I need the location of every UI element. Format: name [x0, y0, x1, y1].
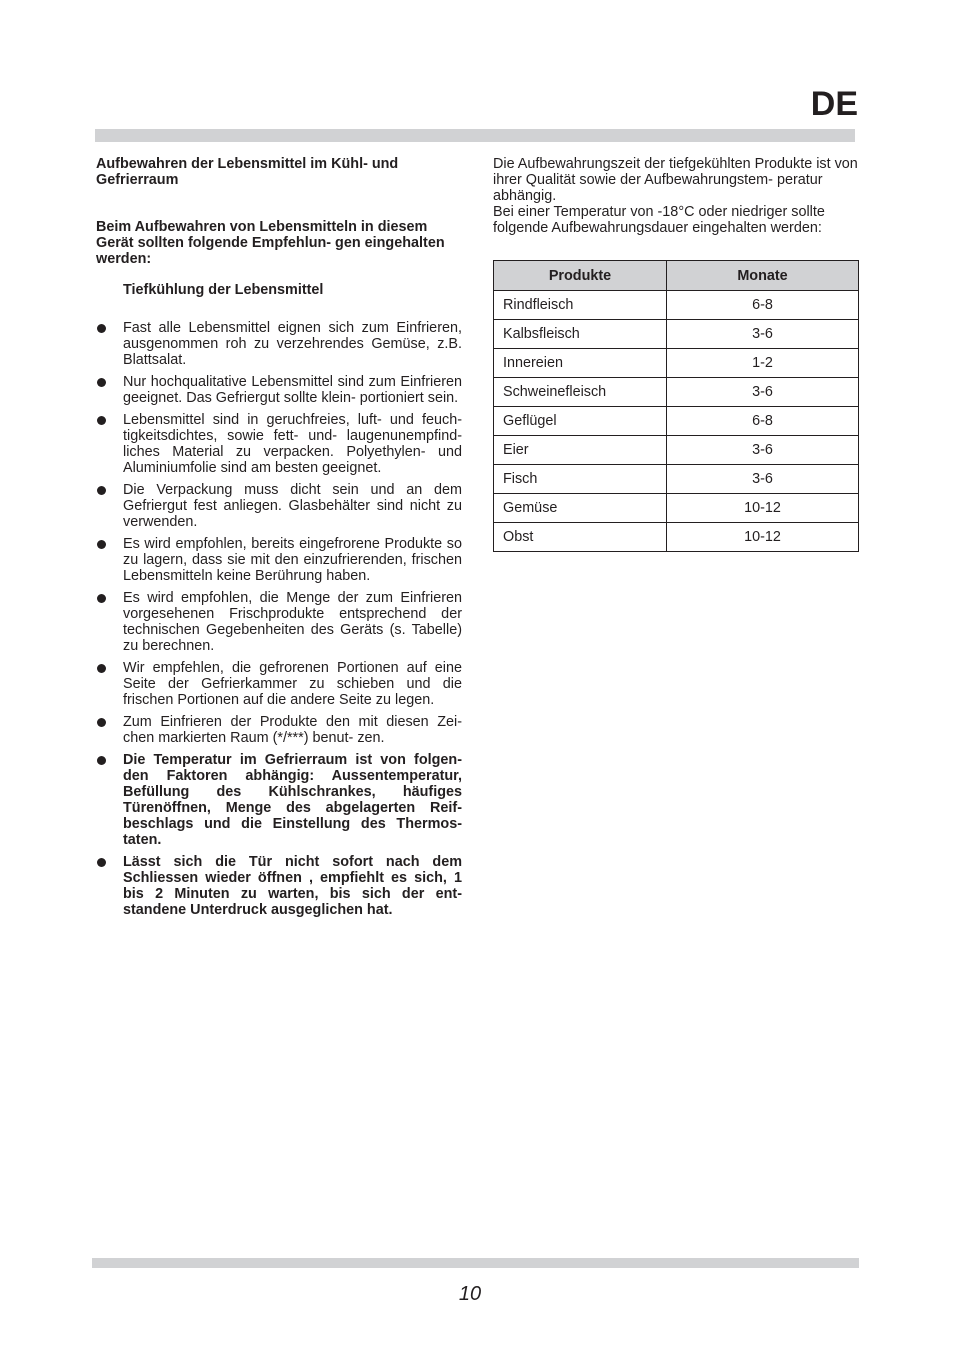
column-header-months: Monate	[667, 261, 859, 291]
storage-duration-table	[493, 260, 859, 552]
table-row	[494, 291, 859, 320]
months-cell: 1-2	[667, 349, 859, 378]
table-row	[494, 465, 859, 494]
list-item	[96, 660, 462, 708]
bullet-icon	[97, 486, 106, 495]
list-item	[96, 412, 462, 476]
months-cell: 3-6	[667, 465, 859, 494]
left-column	[96, 156, 462, 924]
months-cell: 3-6	[667, 436, 859, 465]
product-cell: Gemüse	[494, 494, 667, 523]
bullet-icon	[97, 756, 106, 765]
bullet-icon	[97, 718, 106, 727]
table-row	[494, 320, 859, 349]
product-cell: Rindfleisch	[494, 291, 667, 320]
product-cell: Innereien	[494, 349, 667, 378]
freezing-tips-list	[96, 320, 462, 918]
list-item	[96, 854, 462, 918]
list-item	[96, 714, 462, 746]
table-row	[494, 436, 859, 465]
product-cell: Fisch	[494, 465, 667, 494]
language-label: DE	[810, 85, 858, 123]
bullet-icon	[97, 540, 106, 549]
product-cell: Schweinefleisch	[494, 378, 667, 407]
bullet-icon	[97, 416, 106, 425]
list-item-text: Die Temperatur im Gefrierraum ist von folgen- den Faktoren abhängig: Aussentemperatur, Befüllung des Kühlschrankes, häufiges Türenöffnen, Menge des abgelagerten Reif- beschlags und die Einstellung des Thermos- taten.	[123, 752, 462, 848]
list-item-text: Fast alle Lebensmittel eignen sich zum Einfrieren, ausgenommen roh zu verzehrendes Gemüse, z.B. Blattsalat.	[123, 320, 462, 368]
list-item	[96, 320, 462, 368]
bullet-icon	[97, 664, 106, 673]
list-item-text: Nur hochqualitative Lebensmittel sind zum Einfrieren geeignet. Das Gefriergut sollte klein- portioniert sein.	[123, 374, 462, 406]
right-column	[493, 156, 859, 236]
months-cell: 10-12	[667, 494, 859, 523]
bullet-icon	[97, 378, 106, 387]
list-item	[96, 482, 462, 530]
column-header-products: Produkte	[494, 261, 667, 291]
list-item-text: Lässt sich die Tür nicht sofort nach dem Schliessen wieder öffnen , empfiehlt es sich, 1 bis 2 Minuten zu warten, bis sich der ent- standene Unterdruck ausgeglichen hat.	[123, 854, 462, 918]
header-divider-bar	[95, 129, 855, 142]
months-cell: 6-8	[667, 407, 859, 436]
list-item-text: Es wird empfohlen, die Menge der zum Einfrieren vorgesehenen Frischprodukte entsprechend der technischen Gegebenheiten des Geräts (s. Tabelle) zu berechnen.	[123, 590, 462, 654]
table-row	[494, 523, 859, 552]
months-cell: 3-6	[667, 378, 859, 407]
list-item	[96, 536, 462, 584]
table-row	[494, 407, 859, 436]
months-cell: 3-6	[667, 320, 859, 349]
months-cell: 10-12	[667, 523, 859, 552]
table-row	[494, 349, 859, 378]
freezing-subheading: Tiefkühlung der Lebensmittel	[123, 282, 324, 298]
table-row	[494, 494, 859, 523]
product-cell: Kalbsfleisch	[494, 320, 667, 349]
list-item	[96, 752, 462, 848]
list-item-text: Zum Einfrieren der Produkte den mit diesen Zei- chen markierten Raum (*/***) benut- zen.	[123, 714, 462, 746]
table-row	[494, 378, 859, 407]
table-header-row	[494, 261, 859, 291]
bullet-icon	[97, 594, 106, 603]
list-item	[96, 374, 462, 406]
list-item-text: Es wird empfohlen, bereits eingefrorene Produkte so zu lagern, dass sie mit den einzufrierenden, frischen Lebensmitteln keine Berührung haben.	[123, 536, 462, 584]
temperature-intro-text: Bei einer Temperatur von -18°C oder niedriger sollte folgende Aufbewahrungsdauer eingehalten werden:	[493, 204, 825, 236]
storage-intro-text: Die Aufbewahrungszeit der tiefgekühlten Produkte ist von ihrer Qualität sowie der Aufbewahrungstem- peratur abhängig.	[493, 156, 858, 204]
list-item	[96, 590, 462, 654]
product-cell: Eier	[494, 436, 667, 465]
recommendation-heading: Beim Aufbewahren von Lebensmitteln in diesem Gerät sollten folgende Empfehlun- gen eingehalten werden:	[96, 219, 445, 267]
bullet-icon	[97, 858, 106, 867]
footer-divider-bar	[92, 1258, 859, 1268]
page-number: 10	[458, 1283, 482, 1305]
list-item-text: Die Verpackung muss dicht sein und an dem Gefriergut fest anliegen. Glasbehälter sind nicht zu verwenden.	[123, 482, 462, 530]
bullet-icon	[97, 324, 106, 333]
product-cell: Geflügel	[494, 407, 667, 436]
product-cell: Obst	[494, 523, 667, 552]
months-cell: 6-8	[667, 291, 859, 320]
list-item-text: Wir empfehlen, die gefrorenen Portionen auf eine Seite der Gefrierkammer zu schieben und die frischen Portionen auf die andere Seite zu legen.	[123, 660, 462, 708]
list-item-text: Lebensmittel sind in geruchfreies, luft- und feuch- tigkeitsdichtes, sowie fett- und- laugenunempfind- liches Material zu verpacken. Polyethylen- und Aluminiumfolie sind am besten geeignet.	[123, 412, 462, 476]
section-heading: Aufbewahren der Lebensmittel im Kühl- und Gefrierraum	[96, 156, 399, 188]
